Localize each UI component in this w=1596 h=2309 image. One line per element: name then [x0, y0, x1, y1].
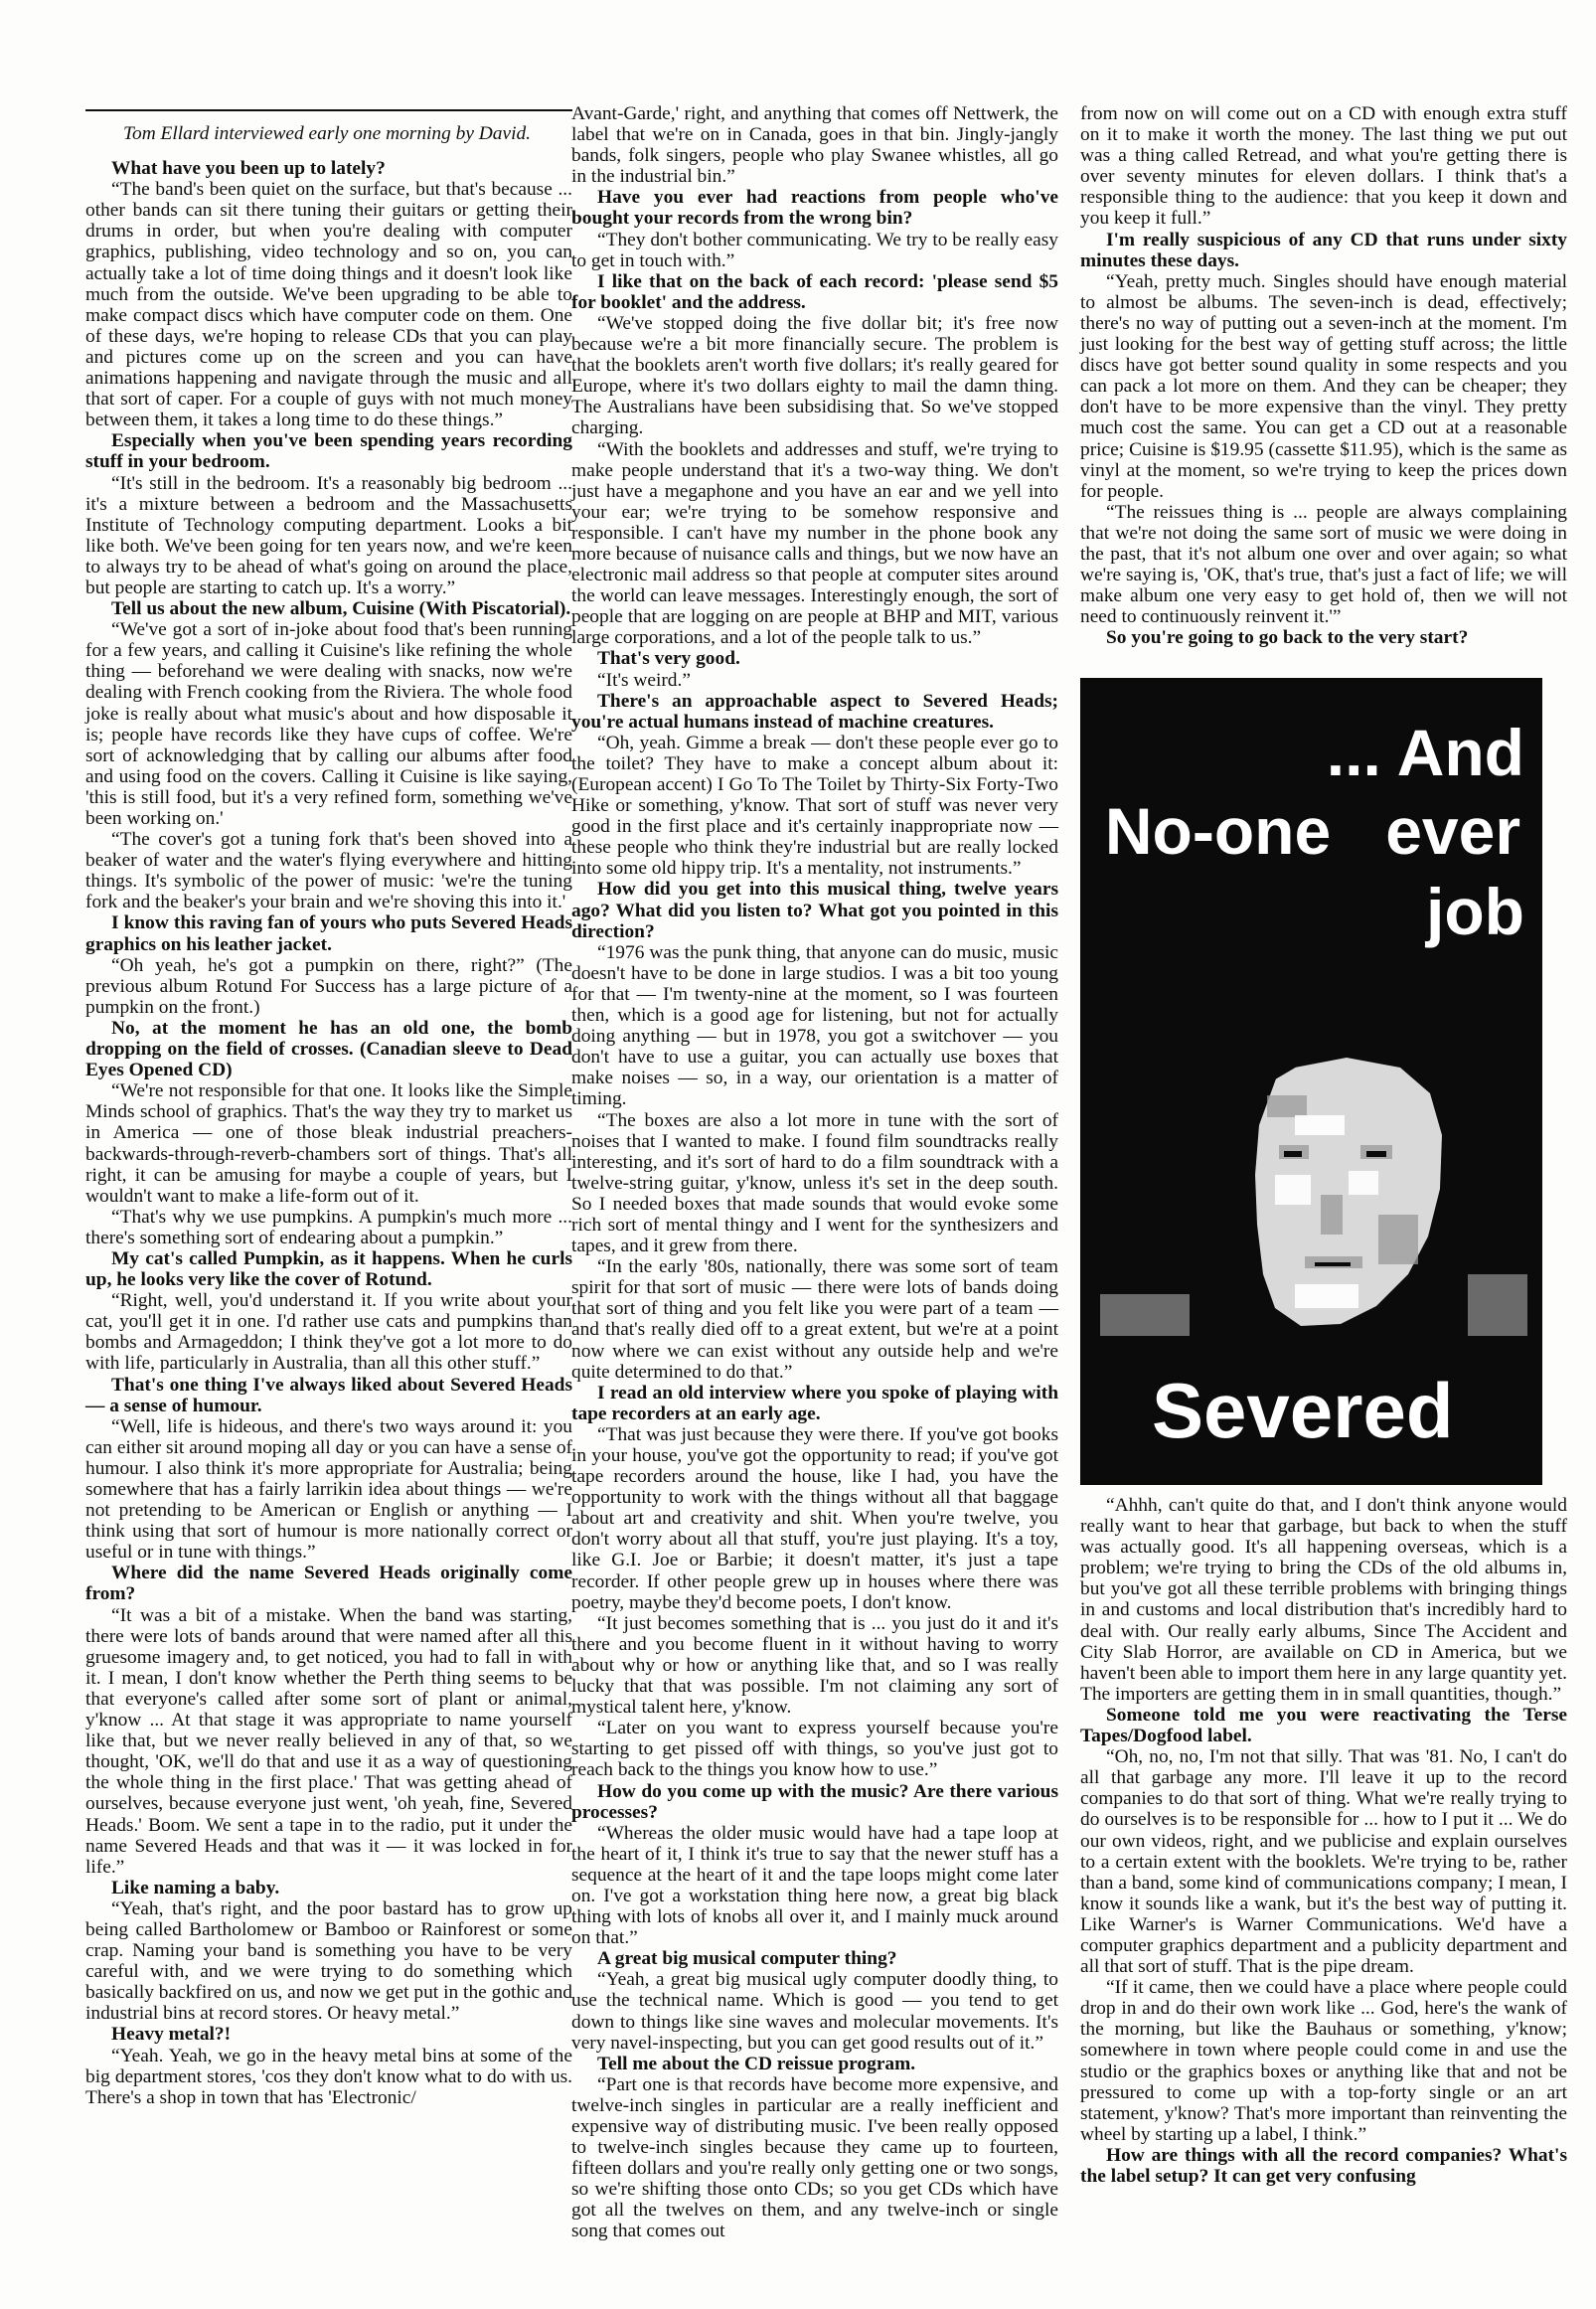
question-paragraph: I read an old interview where you spoke of playing with tape recorders at an early age. [571, 1382, 1058, 1424]
answer-paragraph: “They don't bother communicating. We try to be really easy to get in touch with.” [571, 229, 1058, 271]
question-paragraph: There's an approachable aspect to Severed Heads; you're actual humans instead of machine creatures. [571, 690, 1058, 733]
headline-line-1: ... And [1326, 716, 1524, 789]
answer-paragraph: “It just becomes something that is ... you just do it and it's there and you become fluent in it without having to worry about why or how or anything like that, and so I was really lucky that that was possible. I'm not claiming any sort of mystical talent here, y'know. [571, 1612, 1058, 1719]
answer-paragraph: “The band's been quiet on the surface, but that's because ... other bands can sit there tuning their guitars or getting their drums in order, but when you're dealing with computer graphics, publishing, video technology and so on, you can actually take a lot of time doing things and it doesn't look like much from the outside. We've been upgrading to be able to make compact discs which have computer code on them. One of these days, we're hoping to release CDs that you can play and pictures come up on the screen and you can have animations happening and navigate through the music and all that sort of caper. For a couple of guys with not much money between them, it takes a long time to do these things.” [85, 179, 572, 431]
answer-paragraph: “We've got a sort of in-joke about food that's been running for a few years, and calling it Cuisine's like refining the whole thing — beforehand we were dealing with snacks, now we're dealing with French cooking from the Riviera. The whole food joke is really about what music's about and how disposable it is; people have records like they have cups of coffee. We're sort of acknowledging that by calling our albums after food and using food on the covers. Calling it Cuisine is like saying, 'this is still food, but it's a very refined form, something we've been working on.' [85, 619, 572, 829]
question-paragraph: That's one thing I've always liked about Severed Heads — a sense of humour. [85, 1374, 572, 1416]
column-2-text [571, 103, 1058, 2242]
answer-paragraph: “That's why we use pumpkins. A pumpkin's much more ... there's something sort of endearing about a pumpkin.” [85, 1206, 572, 1248]
answer-paragraph: from now on will come out on a CD with enough extra stuff on it to make it worth the money. The last thing we put out was a thing called Retread, and what you're getting there is over seventy minutes for eleven dollars. I think that's a responsible thing to the audience: that you keep it down and you keep it full.” [1080, 103, 1567, 230]
answer-paragraph: “1976 was the punk thing, that anyone can do music, music doesn't have to be done in large studios. I was a bit too young for that — I'm twenty-nine at the moment, so I was fourteen then, which is a good age for listening, but not for actually doing anything — but in 1978, you got a switchover — you don't have to use a guitar, you can actually use boxes that make noises — so, in a way, our orientation is a matter of timing. [571, 941, 1058, 1110]
question-paragraph: So you're going to go back to the very start? [1106, 627, 1469, 649]
question-paragraph: I'm really suspicious of any CD that runs under sixty minutes these days. [1080, 229, 1567, 271]
question-paragraph: Tell me about the CD reissue program. [597, 2053, 916, 2074]
question-paragraph: No, at the moment he has an old one, the bomb dropping on the field of crosses. (Canadian sleeve to Dead Eyes Opened CD) [85, 1017, 572, 1081]
answer-paragraph: “With the booklets and addresses and stuff, we're trying to make people understand that it's a two-way thing. We don't just have a megaphone and you have an ear and we yell into your ear; we're trying to be somehow responsive and responsible. I can't have my number in the phone book any more because of nuisance calls and things, but we now have an electronic mail address so that people at computer sites around the world can leave messages. Interestingly enough, the sort of people that are logging on are people at BHP and MIT, various large corporations, and a lot of the people talk to us.” [571, 438, 1058, 649]
answer-paragraph: “Right, well, you'd understand it. If you write about your cat, you'll get it in one. I'd rather use cats and pumpkins than bombs and Armageddon; I think they've got a lot more to do with life, particularly in Australia, than all this other stuff.” [85, 1290, 572, 1375]
answer-paragraph: “Yeah, pretty much. Singles should have enough material to almost be albums. The seven-inch is dead, effectively; there's no way of putting out a seven-inch at the moment. I'm just looking for the best way of getting stuff across; the little discs have got better sound quality in some respects and you can pack a lot more on them. And they can be cheaper; they don't have to be more expensive than the vinyl. They pretty much cost the same. You can get a CD out at a reasonable price; Cuisine is $19.95 (cassette $11.95), which is the same as vinyl at the moment, so we're trying to keep the prices down for people. [1080, 270, 1567, 502]
headline-footer-bar [1080, 1336, 1542, 1485]
column-1 [85, 111, 572, 2108]
answer-paragraph: “If it came, then we could have a place where people could drop in and do their own work like ... God, here's the wank of the morning, but like the Bauhaus or something, y'know; somewhere in town where people could come in and use the studio or the graphics boxes or anything like that and not be pressured to come up with a top-forty single or an art statement, y'know? That's more important than reinventing the wheel by starting up a label, I think.” [1080, 1977, 1567, 2145]
answer-paragraph: “In the early '80s, nationally, there was some sort of team spirit for that sort of music — there were lots of bands doing that sort of thing and you felt like you were part of a team — and that's really died off to a great extent, but we're at a point now where we can exist without any outside help and we're quite determined to do that.” [571, 1256, 1058, 1383]
answer-paragraph: “Oh, yeah. Gimme a break — don't these people ever go to the toilet? They have to make a concept album about it: (European accent) I Go To The Toilet by Thirty-Six Forty-Two Hike or something, y'know. That sort of stuff was never very good in the first place and it's certainly inappropriate now — these people who think they're industrial but are really locked into some old hippy trip. It's a mentality, not instruments.” [571, 732, 1058, 880]
column-3-continued [1080, 1495, 1567, 2187]
column-1-text [85, 158, 572, 2108]
column-3 [1080, 103, 1567, 648]
question-paragraph: Where did the name Severed Heads originally come from? [85, 1563, 572, 1605]
byline: Tom Ellard interviewed early one morning by David. [123, 123, 532, 144]
answer-paragraph: “We've stopped doing the five dollar bit; it's free now because we're a bit more financially secure. The problem is that the booklets aren't worth five dollars; it's really geared for Europe, where it's two dollars eighty to mail the damn thing. The Australians have been subsidising that. So we've stopped charging. [571, 312, 1058, 439]
answer-paragraph: “It's still in the bedroom. It's a reasonably big bedroom ... it's a mixture between a bedroom and the Massachusetts Institute of Technology computing department. Looks a bit like both. We've been going for ten years now, and we're keen to always try to be ahead of what's going on around the place, but people are starting to catch up. It's a worry.” [85, 472, 572, 598]
answer-paragraph: “It was a bit of a mistake. When the band was starting, there were lots of bands around that were named after all this gruesome imagery and, to get noticed, you had to fall in with it. I mean, I don't know whether the Perth thing seems to be that everyone's called after some sort of plant or animal, y'know ... At that stage it was appropriate to name yourself like that, but we never really believed in any of that, so we thought, 'OK, we'll do that and use it as a way of questioning the whole thing in the first place.' That was getting ahead of ourselves, because everyone just went, 'oh yeah, fine, Severed Heads.' Boom. We sent a tape in to the radio, put it under the name Severed Heads and that was it — it was locked in for life.” [85, 1604, 572, 1878]
answer-paragraph: “Ahhh, can't quite do that, and I don't think anyone would really want to hear that garbage, but back to when the stuff was actually good. It's all happening overseas, which is a problem; we're trying to bring the CDs of the old albums in, but you've got all these terrible problems with bringing things in and customs and local distribution that's incredibly hard to deal with. Our really early albums, Since The Accident and City Slab Horror, are available on CD in America, but we haven't been able to import them here in any large quantity yet. The importers are getting them in in small quantities, though.” [1080, 1495, 1567, 1705]
answer-paragraph: “The cover's got a tuning fork that's been shoved into a beaker of water and the water's flying everywhere and hitting things. It's symbolic of the power of music: 'we're the tuning fork and the beaker's your brain and we're shoving this into it.' [85, 829, 572, 913]
question-paragraph: Tell us about the new album, Cuisine (With Piscatorial). [111, 598, 571, 620]
answer-paragraph: “Whereas the older music would have had a tape loop at the heart of it, I think it's true to say that the newer stuff has a sequence at the heart of it and the tape loops might come later on. I've got a workstation thing here now, a great big black thing with lots of knobs all over it, and I mainly muck around on that.” [571, 1822, 1058, 1949]
answer-paragraph: “The reissues thing is ... people are always complaining that we're not doing the same sort of music we were doing in the past, that it's not album one over and over again; so what we're saying is, 'OK, that's true, that's just a fact of life; we will make album one very easy to get hold of, then we will not need to continuously reinvent it.'” [1080, 501, 1568, 628]
question-paragraph: What have you been up to lately? [111, 158, 386, 180]
answer-paragraph: “Yeah, that's right, and the poor bastard has to grow up being called Bartholomew or Bamboo or Rainforest or some crap. Naming your band is something you have to be very careful with, and we were trying to do something which basically backfired on us, and now we get put in the gothic and industrial bins at record stores. Or heavy metal.” [85, 1897, 572, 2025]
pixelated-portrait-image [1080, 976, 1542, 1336]
answer-paragraph: “It's weird.” [597, 669, 691, 691]
answer-paragraph: “We're not responsible for that one. It looks like the Simple Minds school of graphics. That's the way they try to market us in America — one of those bleak industrial preachers-backwards-through-reverb-chambers sort of things. That's all right, it can be amusing for maybe a couple of years, but I wouldn't want to make a life-form out of it. [85, 1080, 572, 1207]
question-paragraph: A great big musical computer thing? [597, 1948, 897, 1970]
answer-paragraph: “That was just because they were there. If you've got books in your house, you've got the opportunity to read; if you've got tape recorders around the house, like I had, you have the opportunity to work with the things without all that baggage about art and creativity and shit. When you're twelve, you don't worry about all that stuff, you're just playing. It's a toy, like G.I. Joe or Barbie; it doesn't matter, it's just a tape recorder. If other people grew up in houses where there was poetry, maybe they'd become poets, I don't know. [571, 1423, 1058, 1613]
portrait-photo [1080, 976, 1542, 1336]
answer-paragraph: “The boxes are also a lot more in tune with the sort of noises that I wanted to make. I found film soundtracks really interesting, and it's sort of hard to do a film soundtrack with a twelve-string guitar, y'know, unless it's set in the deep south. So I needed boxes that made sounds that would evoke some rich sort of mental thingy and I went for the synthesizers and tapes, and it grew from there. [571, 1109, 1058, 1257]
question-paragraph: I like that on the back of each record: 'please send $5 for booklet' and the address. [571, 270, 1058, 313]
answer-paragraph: Avant-Garde,' right, and anything that comes off Nettwerk, the label that we're on in Canada, goes in that bin. Jingly-jangly bands, folk singers, people who play Swanee whistles, all go in the industrial bin.” [571, 103, 1058, 188]
answer-paragraph: “Oh, no, no, I'm not that silly. That was '81. No, I can't do all that garbage any more. I'll leave it up to the record companies to do that sort of thing. What we're really trying to do ourselves is to be responsible for ... how to I put it ... We do our own videos, right, and we publicise and explain ourselves to a certain extent with the booklets. We're trying to be, rather than a band, some kind of communications company; I mean, I know it sounds like a wank, but it's the best way of putting it. Like Warner's is Warner Communications. We'd have a computer graphics department and a publicity department and all that sort of stuff. That is the pipe dream. [1080, 1746, 1567, 1978]
question-paragraph: How are things with all the record companies? What's the label setup? It can get very confusing [1080, 2144, 1567, 2187]
question-paragraph: Someone told me you were reactivating the Terse Tapes/Dogfood label. [1080, 1704, 1567, 1747]
answer-paragraph: “Yeah. Yeah, we go in the heavy metal bins at some of the big department stores, 'cos they don't know what to do with us. There's a shop in town that has 'Electronic/ [85, 2045, 572, 2108]
answer-paragraph: “Part one is that records have become more expensive, and twelve-inch singles in particular are a really inefficient and expensive way of distributing music. I've been really opposed to twelve-inch singles because they came up to fourteen, fifteen dollars and you're really only getting one or two songs, so we're shifting those onto CDs; so you get CDs which have got all the twelves on them, and any twelve-inch or single song that comes out [571, 2073, 1058, 2242]
headline-line-3: job [1426, 875, 1524, 948]
question-paragraph: Like naming a baby. [111, 1877, 280, 1898]
question-paragraph: I know this raving fan of yours who puts Severed Heads graphics on his leather jacket. [85, 912, 572, 955]
question-paragraph: Especially when you've been spending years recording stuff in your bedroom. [85, 430, 572, 473]
question-paragraph: How do you come up with the music? Are there various processes? [571, 1780, 1058, 1823]
question-paragraph: How did you get into this musical thing, twelve years ago? What did you listen to? What got you pointed in this direction? [571, 879, 1058, 942]
answer-paragraph: “Well, life is hideous, and there's two ways around it: you can either sit around moping all day or you can have a sense of humour. I also think it's more appropriate for Australia; being somewhere that has a fairly larrikin idea about things — we're not pretending to be American or English or anything — I think using that sort of humour is more nationally correct or useful or in tune with things.” [85, 1415, 572, 1564]
question-paragraph: Heavy metal?! [111, 2024, 232, 2046]
answer-paragraph: “Yeah, a great big musical ugly computer doodly thing, to use the technical name. Which is good — you tend to get down to things like sine waves and molecular movements. It's very navel-inspecting, but you can get good results out of it.” [571, 1969, 1058, 2054]
question-paragraph: That's very good. [597, 648, 740, 670]
question-paragraph: Have you ever had reactions from people who've bought your records from the wrong bin? [571, 187, 1058, 230]
column-2 [571, 103, 1058, 2242]
answer-paragraph: “Oh yeah, he's got a pumpkin on there, right?” (The previous album Rotund For Success has a large picture of a pumpkin on the front.) [85, 954, 572, 1018]
question-paragraph: My cat's called Pumpkin, as it happens. When he curls up, he looks very like the cover of Rotund. [85, 1247, 572, 1291]
column-3-text [1080, 103, 1567, 648]
headline-graphic [1080, 678, 1542, 1485]
headline-bottom-word: Severed [1152, 1367, 1454, 1454]
column-3b-text [1080, 1495, 1567, 2187]
answer-paragraph: “Later on you want to express yourself because you're starting to get pissed off with things, so you've just got to reach back to the things you know how to use.” [571, 1718, 1058, 1781]
headline-line-2: No-one ever [1104, 794, 1520, 868]
